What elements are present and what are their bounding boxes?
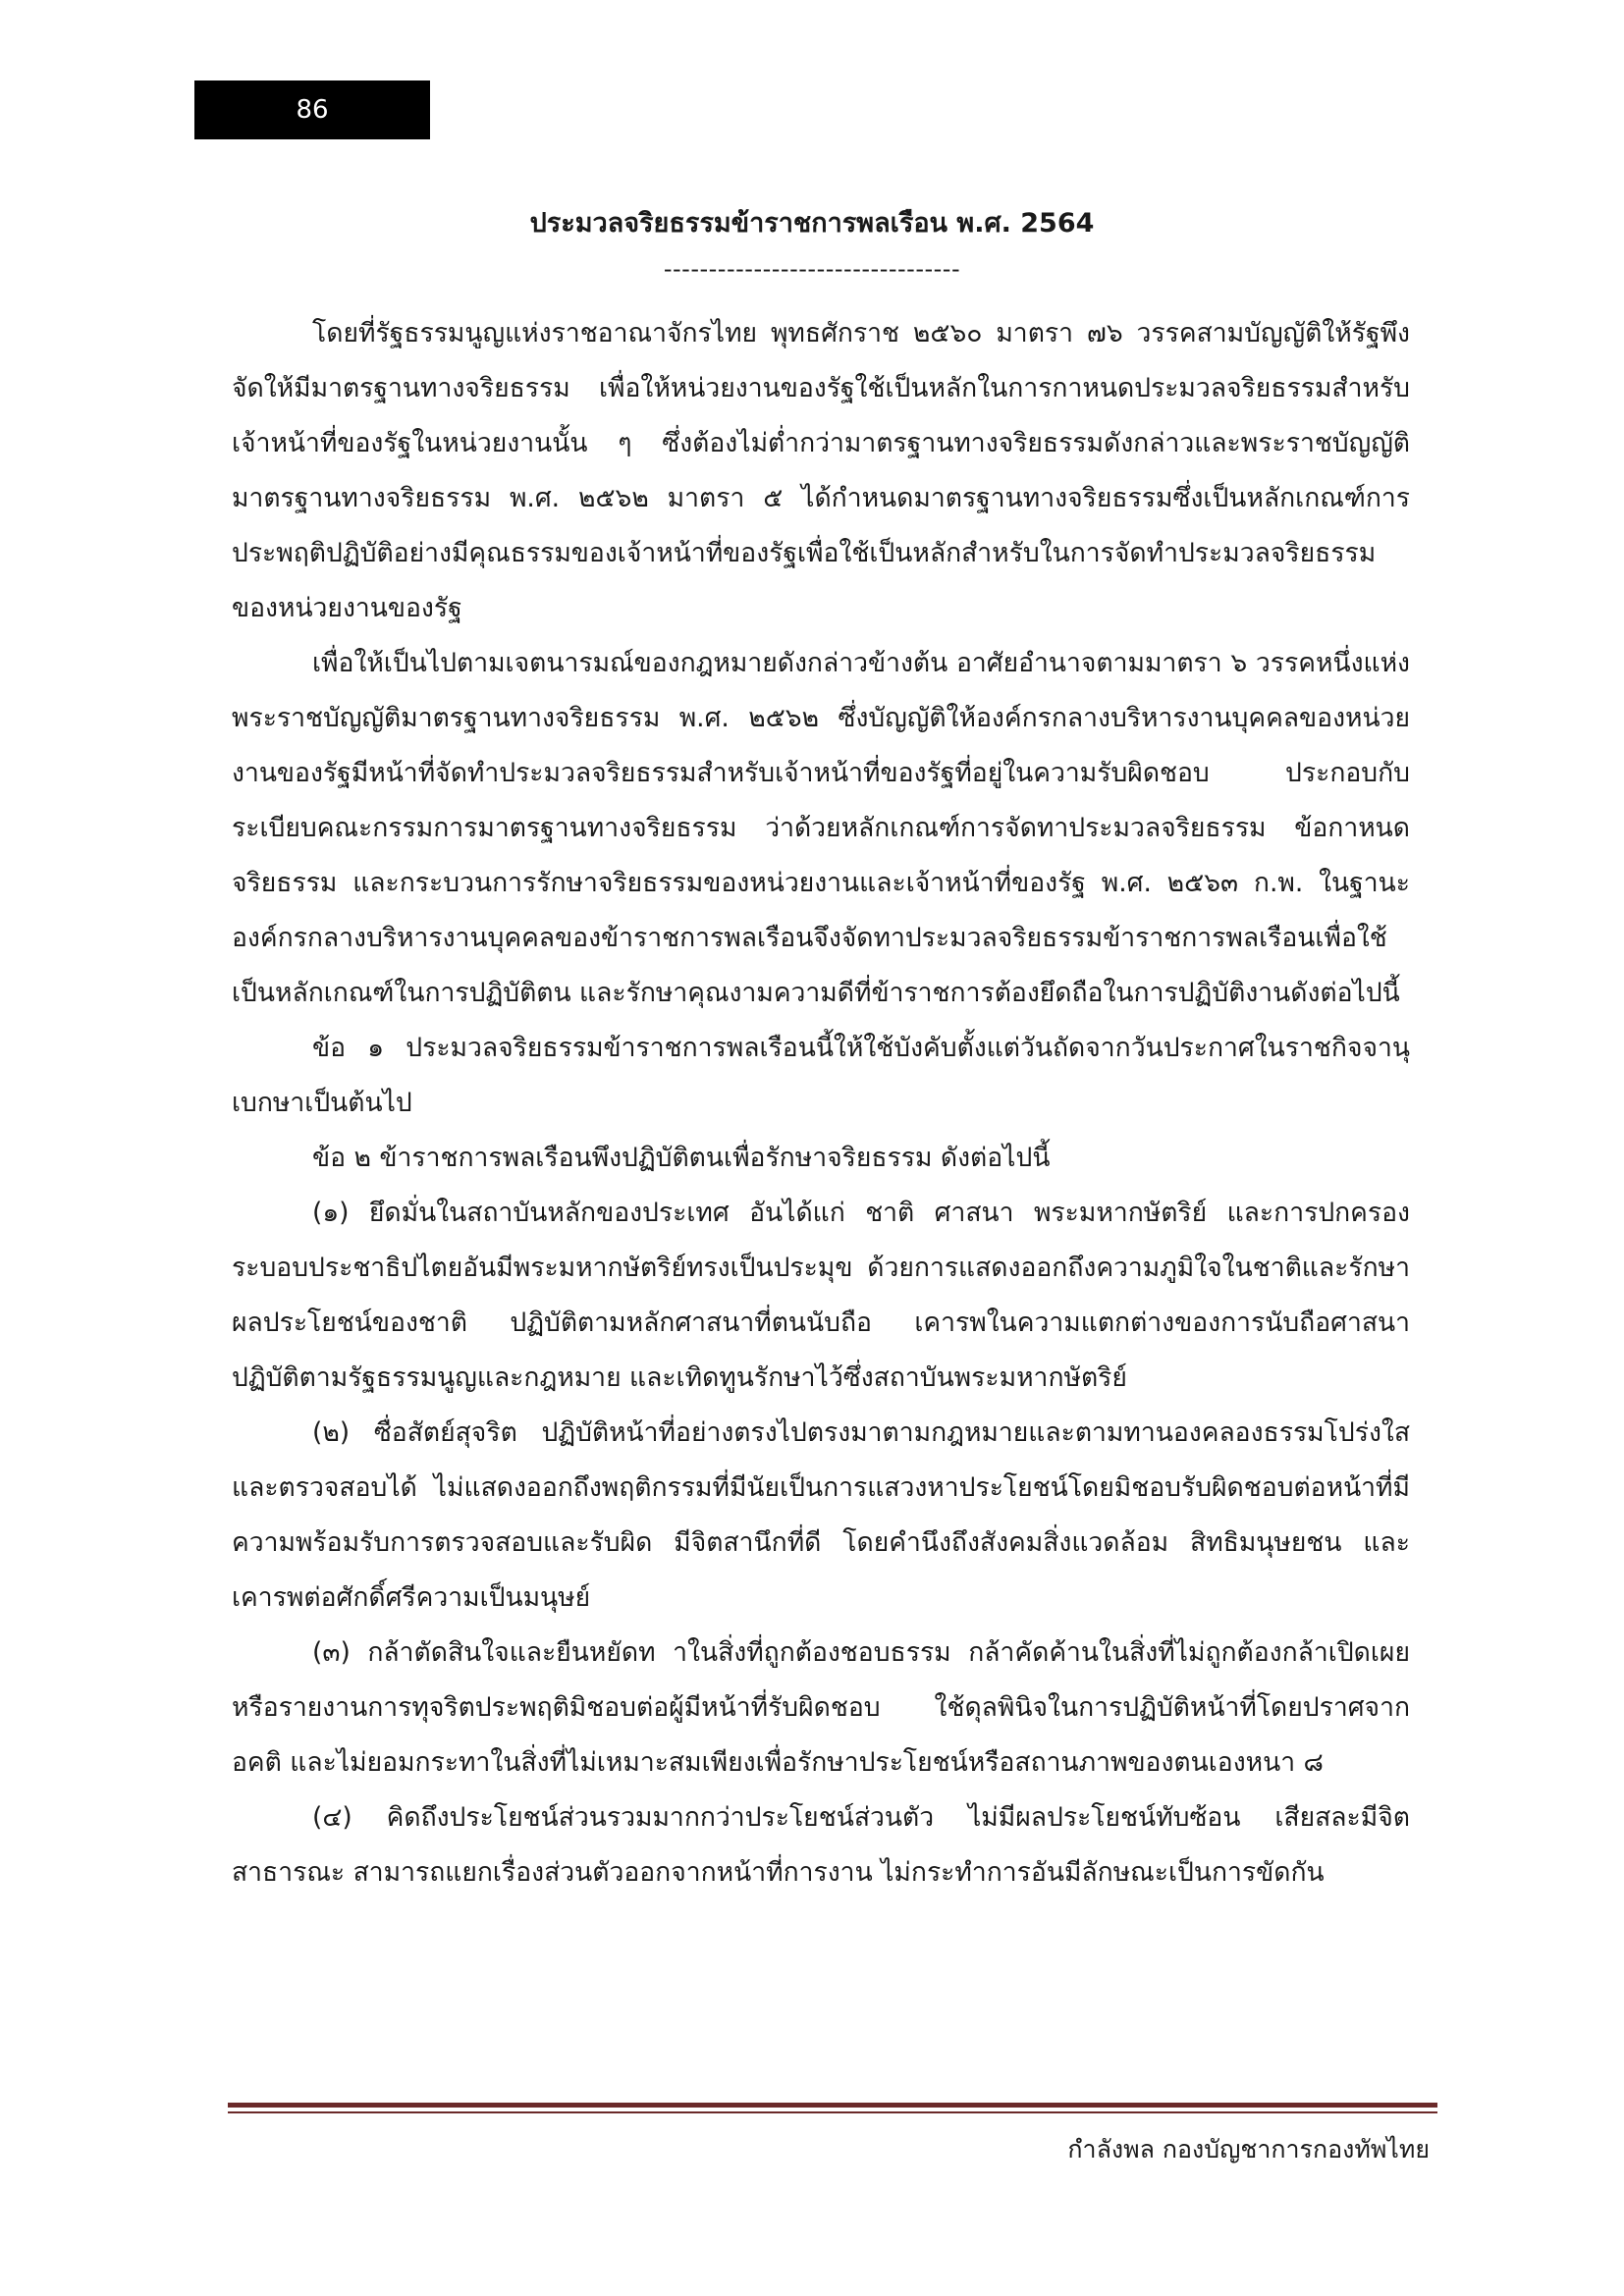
paragraph-preamble-2: เพื่อให้เป็นไปตามเจตนารมณ์ของกฎหมายดังกล่าวข้างต้น อาศัยอำนาจตามมาตรา ๖ วรรคหนึ่งแห่งพระราชบัญญัติมาตรฐานทางจริยธรรม พ.ศ. ๒๕๖๒ ซึ่งบัญญัติให้องค์กรกลางบริหารงานบุคคลของหน่วยงานของรัฐมีหน้าที่จัดทำประมวลจริยธรรมสำหรับเจ้าหน้าที่ของรัฐที่อยู่ในความรับผิดชอบ ประกอบกับระเบียบคณะกรรมการมาตรฐานทางจริยธรรม ว่าด้วยหลักเกณฑ์การจัดทาประมวลจริยธรรม ข้อกาหนดจริยธรรม และกระบวนการรักษาจริยธรรมของหน่วยงานและเจ้าหน้าที่ของรัฐ พ.ศ. ๒๕๖๓ ก.พ. ในฐานะองค์กรกลางบริหารงานบุคคลของข้าราชการพลเรือนจึงจัดทาประมวลจริยธรรมข้าราชการพลเรือนเพื่อใช้เป็นหลักเกณฑ์ในการปฏิบัติตน และรักษาคุณงามความดีที่ข้าราชการต้องยึดถือในการปฏิบัติงานดังต่อไปนี้ bbox=[232, 648, 1410, 1008]
paragraph-clause-2: ข้อ ๒ ข้าราชการพลเรือนพึงปฏิบัติตนเพื่อรักษาจริยธรรม ดังต่อไปนี้ bbox=[312, 1143, 1051, 1173]
footer-divider-thin bbox=[228, 2111, 1437, 2113]
paragraph-preamble-1: โดยที่รัฐธรรมนูญแห่งราชอาณาจักรไทย พุทธศักราช ๒๕๖๐ มาตรา ๗๖ วรรคสามบัญญัติให้รัฐพึงจัดให้มีมาตรฐานทางจริยธรรม เพื่อให้หน่วยงานของรัฐใช้เป็นหลักในการกาหนดประมวลจริยธรรมสำหรับเจ้าหน้าที่ของรัฐในหน่วยงานนั้น ๆ ซึ่งต้องไม่ต่ำกว่ามาตรฐานทางจริยธรรมดังกล่าวและพระราชบัญญัติมาตรฐานทางจริยธรรม พ.ศ. ๒๕๖๒ มาตรา ๕ ได้กำหนดมาตรฐานทางจริยธรรมซึ่งเป็นหลักเกณฑ์การประพฤติปฏิบัติอย่างมีคุณธรรมของเจ้าหน้าที่ของรัฐเพื่อใช้เป็นหลักสำหรับในการจัดทำประมวลจริยธรรมของหน่วยงานของรัฐ bbox=[232, 318, 1410, 623]
paragraph-clause-1: ข้อ ๑ ประมวลจริยธรรมข้าราชการพลเรือนนี้ให้ใช้บังคับตั้งแต่วันถัดจากวันประกาศในราชกิจจานุเบกษาเป็นต้นไป bbox=[232, 1033, 1410, 1118]
footer-divider-thick bbox=[228, 2103, 1437, 2108]
page-number: 86 bbox=[194, 80, 430, 139]
paragraph-item-3: (๓) กล้าตัดสินใจและยืนหยัดท าในสิ่งที่ถูกต้องชอบธรรม กล้าคัดค้านในสิ่งที่ไม่ถูกต้องกล้าเปิดเผยหรือรายงานการทุจริตประพฤติมิชอบต่อผู้มีหน้าที่รับผิดชอบ ใช้ดุลพินิจในการปฏิบัติหน้าที่โดยปราศจากอคติ และไม่ยอมกระทาในสิ่งที่ไม่เหมาะสมเพียงเพื่อรักษาประโยชน์หรือสถานภาพของตนเองหนา ๘ bbox=[232, 1637, 1410, 1778]
footer-organization: กำลังพล กองบัญชาการกองทัพไทย bbox=[1067, 2135, 1430, 2163]
title-underline: --------------------------------- bbox=[663, 255, 961, 283]
paragraph-item-2: (๒) ซื่อสัตย์สุจริต ปฏิบัติหน้าที่อย่างตรงไปตรงมาตามกฎหมายและตามทานองคลองธรรมโปร่งใสและตรวจสอบได้ ไม่แสดงออกถึงพฤติกรรมที่มีนัยเป็นการแสวงหาประโยชน์โดยมิชอบรับผิดชอบต่อหน้าที่มีความพร้อมรับการตรวจสอบและรับผิด มีจิตสานึกที่ดี โดยคำนึงถึงสังคมสิ่งแวดล้อม สิทธิมนุษยชน และเคารพต่อศักดิ์ศรีความเป็นมนุษย์ bbox=[232, 1417, 1410, 1613]
paragraph-item-1: (๑) ยึดมั่นในสถาบันหลักของประเทศ อันได้แก่ ชาติ ศาสนา พระมหากษัตริย์ และการปกครองระบอบประชาธิปไตยอันมีพระมหากษัตริย์ทรงเป็นประมุข ด้วยการแสดงออกถึงความภูมิใจในชาติและรักษาผลประโยชน์ของชาติ ปฏิบัติตามหลักศาสนาที่ตนนับถือ เคารพในความแตกต่างของการนับถือศาสนา ปฏิบัติตามรัฐธรรมนูญและกฎหมาย และเทิดทูนรักษาไว้ซึ่งสถาบันพระมหากษัตริย์ bbox=[232, 1198, 1410, 1393]
document-title: ประมวลจริยธรรมข้าราชการพลเรือน พ.ศ. 2564 bbox=[529, 208, 1095, 239]
document-body bbox=[232, 306, 1410, 1900]
paragraph-item-4: (๔) คิดถึงประโยชน์ส่วนรวมมากกว่าประโยชน์ส่วนตัว ไม่มีผลประโยชน์ทับซ้อน เสียสละมีจิตสาธารณะ สามารถแยกเรื่องส่วนตัวออกจากหน้าที่การงาน ไม่กระทำการอันมีลักษณะเป็นการขัดกัน bbox=[232, 1802, 1410, 1888]
